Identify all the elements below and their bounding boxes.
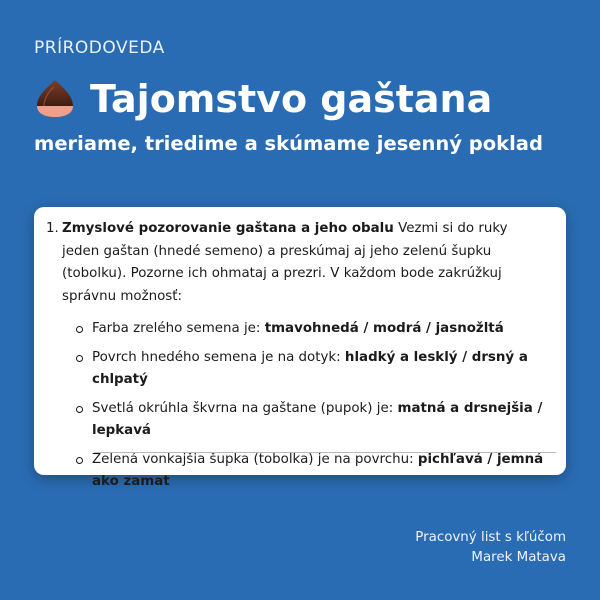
title-row bbox=[34, 78, 492, 120]
task-items bbox=[62, 318, 548, 494]
list-item bbox=[62, 449, 548, 494]
task-heading: Zmyslové pozorovanie gaštana a jeho obalu bbox=[62, 221, 394, 236]
item-text: Povrch hnedého semena je na dotyk: bbox=[92, 349, 345, 365]
item-text: Farba zrelého semena je: bbox=[92, 321, 265, 336]
task-instruction: Vezmi si do ruky jeden gaštan (hnedé semeno) a preskúmaj aj jeho zelenú šupku (tobolku). Pozorne ich ohmataj a prezri. V každom bode zakrúžkuj správnu možnosť: bbox=[62, 221, 508, 304]
item-text: Zelená vonkajšia šupka (tobolka) je na povrchu: bbox=[92, 451, 418, 467]
subject-label: PRÍRODOVEDA bbox=[34, 38, 165, 58]
answer-options[interactable]: pichľavá / jemná ako zamat bbox=[92, 451, 544, 489]
answer-line[interactable] bbox=[94, 452, 556, 453]
answer-options[interactable]: hladký a lesklý / drsný a chlpatý bbox=[92, 349, 528, 387]
list-item bbox=[62, 398, 548, 443]
chestnut-icon bbox=[34, 78, 76, 120]
page-subtitle: meriame, triedime a skúmame jesenný poklad bbox=[34, 132, 543, 155]
task-1 bbox=[46, 218, 548, 500]
bullet-icon bbox=[76, 457, 83, 464]
bullet-icon bbox=[76, 355, 83, 362]
footer-author: Marek Matava bbox=[471, 550, 566, 565]
footer-worksheet-label: Pracovný list s kľúčom bbox=[415, 530, 566, 545]
task-card bbox=[34, 207, 566, 489]
bullet-icon bbox=[76, 406, 83, 413]
bullet-icon bbox=[76, 326, 83, 333]
item-text: Svetlá okrúhla škvrna na gaštane (pupok) je: bbox=[92, 400, 398, 416]
page-title: Tajomstvo gaštana bbox=[90, 77, 493, 121]
footer bbox=[415, 528, 566, 568]
answer-options[interactable]: matná a drsnejšia / lepkavá bbox=[92, 400, 543, 438]
list-item bbox=[62, 347, 548, 392]
answer-options[interactable]: tmavohnedá / modrá / jasnožltá bbox=[264, 321, 504, 336]
task-number: 1. bbox=[46, 221, 59, 236]
list-item bbox=[62, 318, 548, 341]
